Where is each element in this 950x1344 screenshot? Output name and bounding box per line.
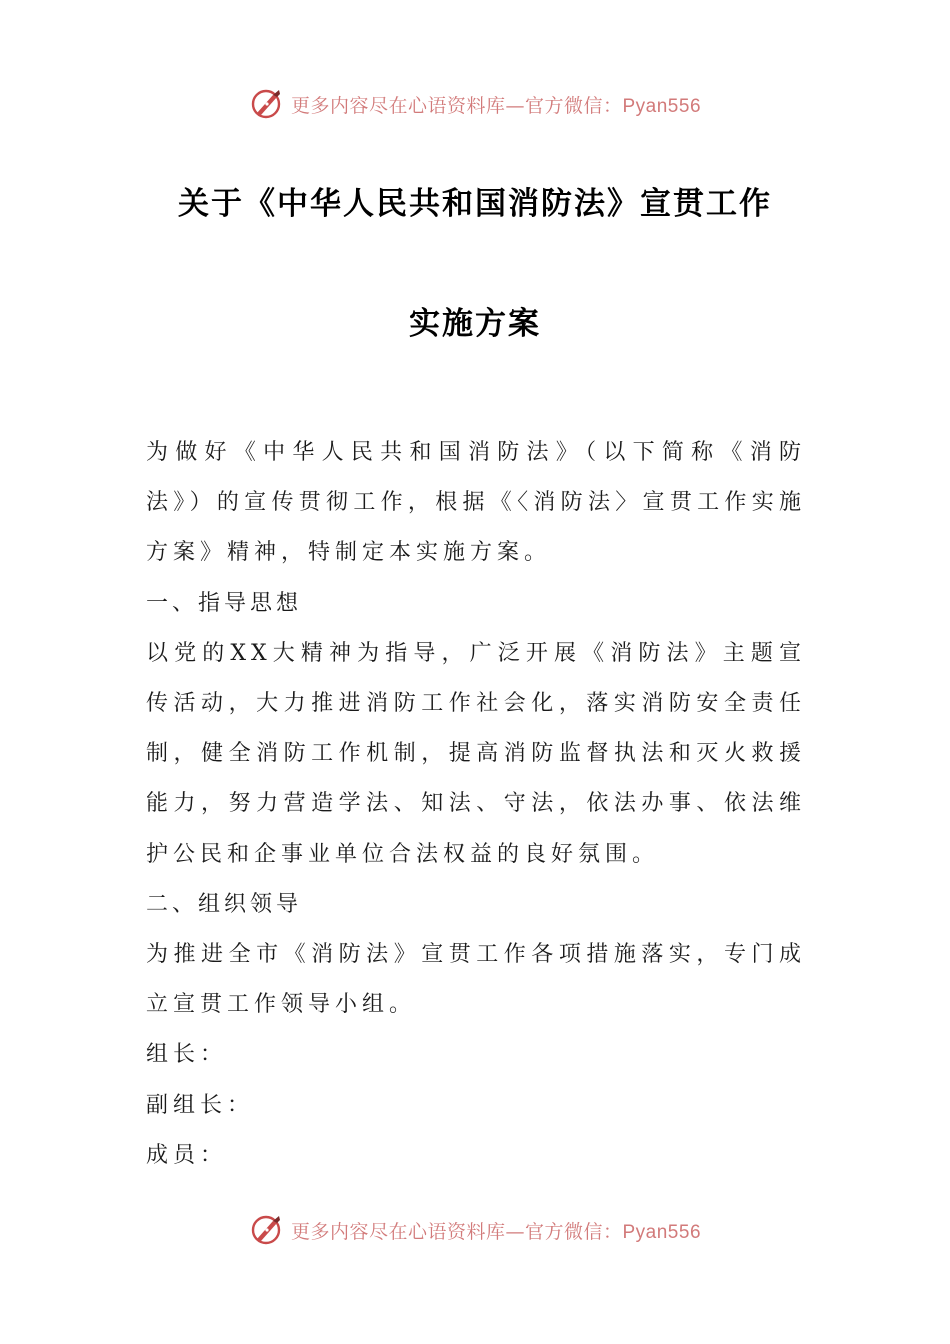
leader-label: 组长： (146, 1042, 228, 1068)
section-heading-organization: 二、组织领导 (146, 891, 303, 917)
document-title-line-1: 关于《中华人民共和国消防法》宣贯工作 (178, 186, 772, 222)
section-body-organization: 为推进全市《消防法》宣贯工作各项措施落实，专门成立宣贯工作领导小组。 (146, 942, 806, 1018)
watermark-wechat-id: Pyan556 (622, 95, 702, 117)
section-body-guiding-ideology: 以党的XX大精神为指导，广泛开展《消防法》主题宣传活动，大力推进消防工作社会化，落实消防安全责任制，健全消防工作机制，提高消防监督执法和灭火救援能力，努力营造学法、知法、守法，依法办事、依法维护公民和企事业单位合法权益的良好氛围。 (146, 640, 806, 867)
watermark-banner-top (0, 84, 950, 124)
watermark-wechat-id: Pyan556 (622, 1221, 702, 1243)
deputy-leader-label: 副组长： (146, 1092, 255, 1118)
document-body (146, 428, 806, 1181)
members-label: 成员： (146, 1142, 228, 1168)
intro-paragraph: 为做好《中华人民共和国消防法》（以下简称《消防法》）的宣传贯彻工作，根据《〈消防法〉宣贯工作实施方案》精神，特制定本实施方案。 (146, 440, 806, 566)
pen-nib-circle-icon (249, 1212, 285, 1248)
section-heading-guiding-ideology: 一、指导思想 (146, 590, 303, 616)
watermark-text: 更多内容尽在心语资料库—官方微信： (290, 1220, 623, 1243)
document-title-line-2: 实施方案 (409, 306, 541, 342)
watermark-text: 更多内容尽在心语资料库—官方微信： (290, 94, 623, 117)
watermark-banner-bottom (0, 1210, 950, 1250)
pen-nib-circle-icon (249, 86, 285, 122)
